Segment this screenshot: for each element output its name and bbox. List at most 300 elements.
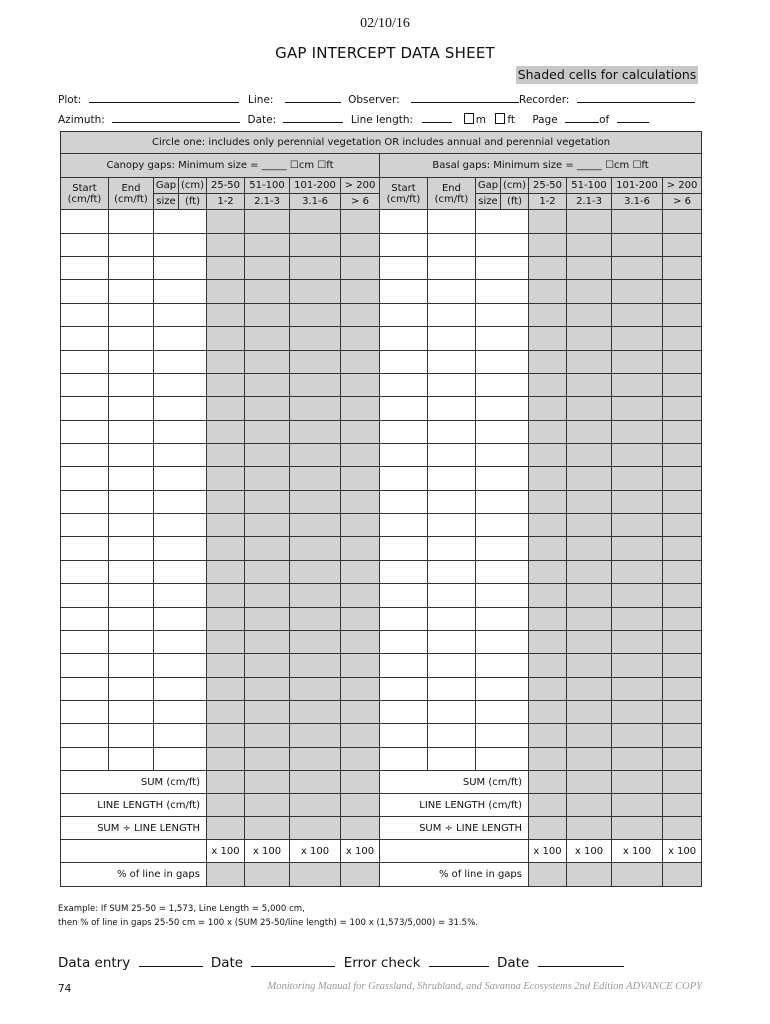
basal-gap-size-cell[interactable] <box>476 747 529 770</box>
canopy-end-cell[interactable] <box>109 303 154 326</box>
basal-start-cell[interactable] <box>380 467 428 490</box>
canopy-range-cell <box>290 303 341 326</box>
basal-range-cell <box>612 210 663 233</box>
basal-start-cell[interactable] <box>380 397 428 420</box>
basal-range-cell <box>529 350 567 373</box>
basal-range-cell <box>612 537 663 560</box>
basal-start-cell[interactable] <box>380 420 428 443</box>
basal-start-cell[interactable] <box>380 724 428 747</box>
basal-range-cell <box>663 490 702 513</box>
canopy-range-cell <box>207 584 245 607</box>
basal-size-header: size <box>476 194 501 210</box>
basal-end-cell[interactable] <box>428 210 476 233</box>
basal-range-cell <box>567 607 612 630</box>
basal-range-cell <box>612 607 663 630</box>
basal-gap-size-cell[interactable] <box>476 443 529 466</box>
canopy-start-cell[interactable] <box>61 747 109 770</box>
basal-range-cell <box>663 537 702 560</box>
canopy-range-cell <box>207 677 245 700</box>
basal-line-length-label: LINE LENGTH (cm/ft) <box>380 794 529 817</box>
line-length-label: Line length: <box>350 114 414 126</box>
canopy-gap-size-cell[interactable] <box>154 677 207 700</box>
canopy-end-cell[interactable] <box>109 747 154 770</box>
canopy-range-cell <box>207 747 245 770</box>
error-check-date-label: Date <box>497 955 530 971</box>
basal-range-cell <box>529 443 567 466</box>
basal-range-cell <box>529 210 567 233</box>
canopy-start-cell[interactable] <box>61 397 109 420</box>
canopy-gap-size-cell[interactable] <box>154 654 207 677</box>
canopy-start-cell[interactable] <box>61 700 109 723</box>
canopy-start-cell[interactable] <box>61 210 109 233</box>
basal-end-cell[interactable] <box>428 514 476 537</box>
canopy-gap-size-cell[interactable] <box>154 420 207 443</box>
canopy-x100-cell: x 100 <box>207 840 245 863</box>
canopy-range-ft-1: 2.1-3 <box>245 194 290 210</box>
basal-start-cell[interactable] <box>380 443 428 466</box>
basal-gap-size-cell[interactable] <box>476 490 529 513</box>
canopy-range-cell <box>341 280 380 303</box>
canopy-range-cell <box>341 654 380 677</box>
canopy-range-cell <box>341 373 380 396</box>
basal-range-cell <box>612 467 663 490</box>
basal-start-cell[interactable] <box>380 303 428 326</box>
basal-gap-header: Gap <box>476 178 501 194</box>
canopy-range-cell <box>341 350 380 373</box>
basal-start-cell[interactable] <box>380 560 428 583</box>
canopy-gap-size-cell[interactable] <box>154 233 207 256</box>
canopy-start-cell[interactable] <box>61 654 109 677</box>
canopy-range-cell <box>290 443 341 466</box>
basal-end-cell[interactable] <box>428 677 476 700</box>
basal-end-cell[interactable] <box>428 420 476 443</box>
basal-range-cell <box>663 630 702 653</box>
basal-range-cell <box>529 584 567 607</box>
basal-range-cell <box>612 490 663 513</box>
canopy-start-cell[interactable] <box>61 490 109 513</box>
basal-range-cell <box>663 654 702 677</box>
azimuth-field[interactable] <box>112 112 240 123</box>
basal-range-cell <box>529 303 567 326</box>
canopy-end-cell[interactable] <box>109 257 154 280</box>
canopy-x100-cell: x 100 <box>245 840 290 863</box>
canopy-start-cell[interactable] <box>61 724 109 747</box>
basal-gap-size-cell[interactable] <box>476 467 529 490</box>
canopy-range-cell <box>245 280 290 303</box>
basal-start-cell[interactable] <box>380 210 428 233</box>
basal-gap-size-cell[interactable] <box>476 233 529 256</box>
canopy-range-cell <box>207 210 245 233</box>
canopy-range-cell <box>245 700 290 723</box>
basal-range-cell <box>529 280 567 303</box>
of-label: of <box>599 114 610 126</box>
basal-sum-label: SUM (cm/ft) <box>380 771 529 794</box>
canopy-range-cell <box>245 420 290 443</box>
basal-range-cell <box>612 677 663 700</box>
canopy-gap-size-cell[interactable] <box>154 350 207 373</box>
canopy-end-cell[interactable] <box>109 607 154 630</box>
basal-start-cell[interactable] <box>380 630 428 653</box>
basal-range-ft-3: > 6 <box>663 194 702 210</box>
unit-ft-label: ft <box>507 114 515 126</box>
data-entry-label: Data entry <box>58 955 131 971</box>
basal-end-cell[interactable] <box>428 280 476 303</box>
canopy-range-cell <box>341 233 380 256</box>
canopy-range-cell <box>290 700 341 723</box>
canopy-range-ft-3: > 6 <box>341 194 380 210</box>
basal-range-ft-2: 3.1-6 <box>612 194 663 210</box>
canopy-start-cell[interactable] <box>61 537 109 560</box>
canopy-end-cell[interactable] <box>109 560 154 583</box>
canopy-range-cell <box>290 607 341 630</box>
canopy-start-cell[interactable] <box>61 257 109 280</box>
basal-end-cell[interactable] <box>428 584 476 607</box>
canopy-range-cell <box>341 490 380 513</box>
basal-gap-size-cell[interactable] <box>476 654 529 677</box>
basal-gap-size-cell[interactable] <box>476 397 529 420</box>
table-row <box>61 467 702 490</box>
basal-pct-cell <box>612 863 663 887</box>
error-check-field[interactable] <box>429 954 489 967</box>
date-field[interactable] <box>283 112 343 123</box>
canopy-gap-size-cell[interactable] <box>154 700 207 723</box>
date-label: Date: <box>247 114 277 126</box>
canopy-range-cell <box>341 210 380 233</box>
canopy-range-cell <box>290 514 341 537</box>
canopy-start-cell[interactable] <box>61 420 109 443</box>
basal-range-cell <box>612 233 663 256</box>
canopy-gap-size-cell[interactable] <box>154 747 207 770</box>
canopy-end-cell[interactable] <box>109 490 154 513</box>
basal-start-cell[interactable] <box>380 537 428 560</box>
canopy-gap-size-cell[interactable] <box>154 373 207 396</box>
basal-range-cell <box>567 420 612 443</box>
basal-range-cell <box>567 210 612 233</box>
basal-gap-size-cell[interactable] <box>476 630 529 653</box>
basal-end-cell[interactable] <box>428 654 476 677</box>
basal-range-cell <box>567 467 612 490</box>
azimuth-label: Azimuth: <box>58 114 105 126</box>
basal-range-cell <box>612 443 663 466</box>
canopy-gap-size-cell[interactable] <box>154 607 207 630</box>
end-units: (cm/ft) <box>434 193 469 205</box>
canopy-gap-size-cell[interactable] <box>154 327 207 350</box>
canopy-start-cell[interactable] <box>61 373 109 396</box>
canopy-start-cell[interactable] <box>61 467 109 490</box>
basal-start-cell[interactable] <box>380 607 428 630</box>
canopy-start-cell[interactable] <box>61 560 109 583</box>
basal-start-cell[interactable] <box>380 350 428 373</box>
basal-range-cell <box>567 700 612 723</box>
canopy-start-cell[interactable] <box>61 607 109 630</box>
canopy-range-cell <box>207 373 245 396</box>
basal-end-cell[interactable] <box>428 233 476 256</box>
canopy-start-cell[interactable] <box>61 350 109 373</box>
basal-range-ft-1: 2.1-3 <box>567 194 612 210</box>
basal-end-cell[interactable] <box>428 560 476 583</box>
canopy-start-cell[interactable] <box>61 303 109 326</box>
basal-gap-size-cell[interactable] <box>476 514 529 537</box>
basal-sum-cell <box>529 771 567 794</box>
canopy-range-cell <box>245 747 290 770</box>
canopy-gap-size-cell[interactable] <box>154 467 207 490</box>
canopy-start-cell[interactable] <box>61 584 109 607</box>
canopy-range-cell <box>207 397 245 420</box>
basal-end-cell[interactable] <box>428 467 476 490</box>
line-length-field[interactable] <box>422 112 452 123</box>
page-number: 74 <box>58 983 72 995</box>
basal-pct-label: % of line in gaps <box>380 863 529 887</box>
basal-gap-size-cell[interactable] <box>476 677 529 700</box>
basal-range-cell <box>529 467 567 490</box>
basal-range-cm-3: > 200 <box>663 178 702 194</box>
canopy-start-cell[interactable] <box>61 677 109 700</box>
canopy-end-cell[interactable] <box>109 514 154 537</box>
table-row <box>61 630 702 653</box>
basal-end-cell[interactable] <box>428 724 476 747</box>
basal-end-cell[interactable] <box>428 327 476 350</box>
basal-start-cell[interactable] <box>380 257 428 280</box>
canopy-range-cell <box>245 537 290 560</box>
basal-end-cell[interactable] <box>428 747 476 770</box>
canopy-gap-size-cell[interactable] <box>154 560 207 583</box>
basal-sum-div-cell <box>529 817 567 840</box>
canopy-range-cell <box>245 560 290 583</box>
basal-end-cell[interactable] <box>428 700 476 723</box>
basal-range-cell <box>663 420 702 443</box>
basal-sum-div-cell <box>663 817 702 840</box>
basal-range-cell <box>567 327 612 350</box>
canopy-end-cell[interactable] <box>109 677 154 700</box>
basal-start-cell[interactable] <box>380 327 428 350</box>
plot-field[interactable] <box>89 92 239 103</box>
basal-range-cell <box>612 397 663 420</box>
table-row <box>61 654 702 677</box>
canopy-gap-size-cell[interactable] <box>154 537 207 560</box>
canopy-range-cell <box>290 584 341 607</box>
basal-gap-size-cell[interactable] <box>476 350 529 373</box>
canopy-range-cell <box>245 654 290 677</box>
canopy-end-cell[interactable] <box>109 420 154 443</box>
basal-range-cell <box>567 490 612 513</box>
data-entry-date-field[interactable] <box>251 954 335 967</box>
canopy-gap-size-cell[interactable] <box>154 630 207 653</box>
canopy-sum-div-label: SUM ÷ LINE LENGTH <box>61 817 207 840</box>
basal-end-cell[interactable] <box>428 303 476 326</box>
canopy-gap-size-cell[interactable] <box>154 397 207 420</box>
canopy-range-cell <box>245 210 290 233</box>
basal-end-cell[interactable] <box>428 537 476 560</box>
canopy-end-cell[interactable] <box>109 210 154 233</box>
canopy-range-cell <box>290 280 341 303</box>
canopy-range-cell <box>245 584 290 607</box>
shaded-cells-note: Shaded cells for calculations <box>517 67 697 82</box>
basal-range-cell <box>612 373 663 396</box>
error-check-date-field[interactable] <box>538 954 624 967</box>
canopy-gap-size-cell[interactable] <box>154 490 207 513</box>
basal-range-cell <box>567 584 612 607</box>
page-field[interactable] <box>565 112 599 123</box>
data-entry-date-label: Date <box>210 955 244 971</box>
canopy-start-cell[interactable] <box>61 443 109 466</box>
basal-end-cell[interactable] <box>428 443 476 466</box>
basal-range-cell <box>663 210 702 233</box>
canopy-range-cell <box>341 537 380 560</box>
canopy-range-cell <box>207 443 245 466</box>
basal-gap-size-cell[interactable] <box>476 560 529 583</box>
basal-gap-size-cell[interactable] <box>476 327 529 350</box>
basal-end-cell[interactable] <box>428 257 476 280</box>
basal-gaps-title: Basal gaps: Minimum size = _____ ☐cm ☐ft <box>380 154 702 178</box>
basal-range-cell <box>567 747 612 770</box>
basal-start-cell[interactable] <box>380 514 428 537</box>
basal-cm-header: (cm) <box>501 178 529 194</box>
canopy-gap-size-cell[interactable] <box>154 257 207 280</box>
basal-gap-size-cell[interactable] <box>476 303 529 326</box>
canopy-end-cell[interactable] <box>109 350 154 373</box>
canopy-start-cell[interactable] <box>61 630 109 653</box>
unit-ft-checkbox[interactable] <box>495 113 505 124</box>
canopy-gap-size-cell[interactable] <box>154 280 207 303</box>
canopy-gap-size-cell[interactable] <box>154 584 207 607</box>
canopy-end-cell[interactable] <box>109 467 154 490</box>
basal-range-cell <box>612 514 663 537</box>
basal-end-cell[interactable] <box>428 350 476 373</box>
canopy-end-cell[interactable] <box>109 630 154 653</box>
basal-start-cell[interactable] <box>380 700 428 723</box>
basal-gap-size-cell[interactable] <box>476 280 529 303</box>
canopy-x100-cell: x 100 <box>341 840 380 863</box>
basal-start-cell[interactable] <box>380 373 428 396</box>
canopy-start-cell[interactable] <box>61 514 109 537</box>
canopy-start-cell[interactable] <box>61 233 109 256</box>
canopy-gap-size-cell[interactable] <box>154 303 207 326</box>
canopy-gap-size-cell[interactable] <box>154 443 207 466</box>
basal-gap-size-cell[interactable] <box>476 700 529 723</box>
canopy-range-cell <box>207 700 245 723</box>
page-total-field[interactable] <box>617 112 649 123</box>
canopy-end-cell[interactable] <box>109 537 154 560</box>
canopy-range-cell <box>207 233 245 256</box>
canopy-line-length-cell <box>207 794 245 817</box>
basal-sum-cell <box>663 771 702 794</box>
basal-end-cell[interactable] <box>428 607 476 630</box>
basal-gap-size-cell[interactable] <box>476 724 529 747</box>
basal-range-ft-0: 1-2 <box>529 194 567 210</box>
observer-field[interactable] <box>411 92 519 103</box>
basal-start-cell[interactable] <box>380 677 428 700</box>
basal-gap-size-cell[interactable] <box>476 210 529 233</box>
basal-range-cell <box>663 584 702 607</box>
canopy-end-cell[interactable] <box>109 280 154 303</box>
start-label: Start <box>72 182 97 194</box>
line-label: Line: <box>248 94 274 106</box>
canopy-size-header: size <box>154 194 179 210</box>
canopy-end-cell[interactable] <box>109 654 154 677</box>
basal-sum-cell <box>612 771 663 794</box>
line-field[interactable] <box>285 92 341 103</box>
basal-range-cell <box>612 700 663 723</box>
basal-range-cell <box>567 514 612 537</box>
table-row <box>61 443 702 466</box>
canopy-range-cell <box>341 514 380 537</box>
basal-end-cell[interactable] <box>428 630 476 653</box>
basal-gap-size-cell[interactable] <box>476 420 529 443</box>
basal-line-length-cell <box>612 794 663 817</box>
canopy-start-cell[interactable] <box>61 280 109 303</box>
recorder-field[interactable] <box>577 92 695 103</box>
basal-gap-size-cell[interactable] <box>476 257 529 280</box>
basal-start-cell[interactable] <box>380 233 428 256</box>
basal-range-cell <box>567 630 612 653</box>
unit-m-checkbox[interactable] <box>464 113 474 124</box>
start-label: Start <box>391 182 416 194</box>
basal-range-cell <box>529 257 567 280</box>
canopy-range-cell <box>341 607 380 630</box>
canopy-gap-size-cell[interactable] <box>154 210 207 233</box>
canopy-gap-size-cell[interactable] <box>154 514 207 537</box>
example-line-1: Example: If SUM 25-50 = 1,573, Line Length = 5,000 cm, <box>58 904 305 914</box>
canopy-gap-size-cell[interactable] <box>154 724 207 747</box>
basal-range-cell <box>612 257 663 280</box>
gap-intercept-table <box>60 131 702 887</box>
canopy-end-cell[interactable] <box>109 327 154 350</box>
canopy-range-cell <box>245 677 290 700</box>
data-entry-field[interactable] <box>139 954 203 967</box>
canopy-end-cell[interactable] <box>109 233 154 256</box>
canopy-end-cell[interactable] <box>109 700 154 723</box>
basal-start-cell[interactable] <box>380 654 428 677</box>
basal-end-cell[interactable] <box>428 373 476 396</box>
canopy-end-cell[interactable] <box>109 397 154 420</box>
basal-gap-size-cell[interactable] <box>476 607 529 630</box>
page-label: Page <box>532 114 558 126</box>
canopy-end-cell[interactable] <box>109 373 154 396</box>
basal-start-cell[interactable] <box>380 490 428 513</box>
basal-line-length-cell <box>529 794 567 817</box>
basal-end-cell[interactable] <box>428 397 476 420</box>
canopy-end-cell[interactable] <box>109 724 154 747</box>
basal-start-cell[interactable] <box>380 280 428 303</box>
canopy-range-cell <box>290 327 341 350</box>
field-row-1 <box>58 92 695 106</box>
table-row <box>61 724 702 747</box>
basal-gap-size-cell[interactable] <box>476 537 529 560</box>
canopy-range-cell <box>290 350 341 373</box>
basal-range-cell <box>663 233 702 256</box>
basal-start-cell[interactable] <box>380 747 428 770</box>
canopy-sum-div-cell <box>290 817 341 840</box>
canopy-end-cell[interactable] <box>109 584 154 607</box>
basal-x100-blank <box>380 840 529 863</box>
basal-ft-header: (ft) <box>501 194 529 210</box>
canopy-end-cell[interactable] <box>109 443 154 466</box>
basal-start-cell[interactable] <box>380 584 428 607</box>
basal-end-cell[interactable] <box>428 490 476 513</box>
basal-range-cell <box>567 677 612 700</box>
table-row <box>61 537 702 560</box>
canopy-start-cell[interactable] <box>61 327 109 350</box>
basal-gap-size-cell[interactable] <box>476 373 529 396</box>
canopy-sum-div-cell <box>245 817 290 840</box>
basal-gap-size-cell[interactable] <box>476 584 529 607</box>
basal-line-length-cell <box>663 794 702 817</box>
error-check-label: Error check <box>343 955 421 971</box>
canopy-range-cell <box>290 630 341 653</box>
canopy-range-cell <box>207 537 245 560</box>
canopy-range-cell <box>341 560 380 583</box>
basal-range-cell <box>663 303 702 326</box>
